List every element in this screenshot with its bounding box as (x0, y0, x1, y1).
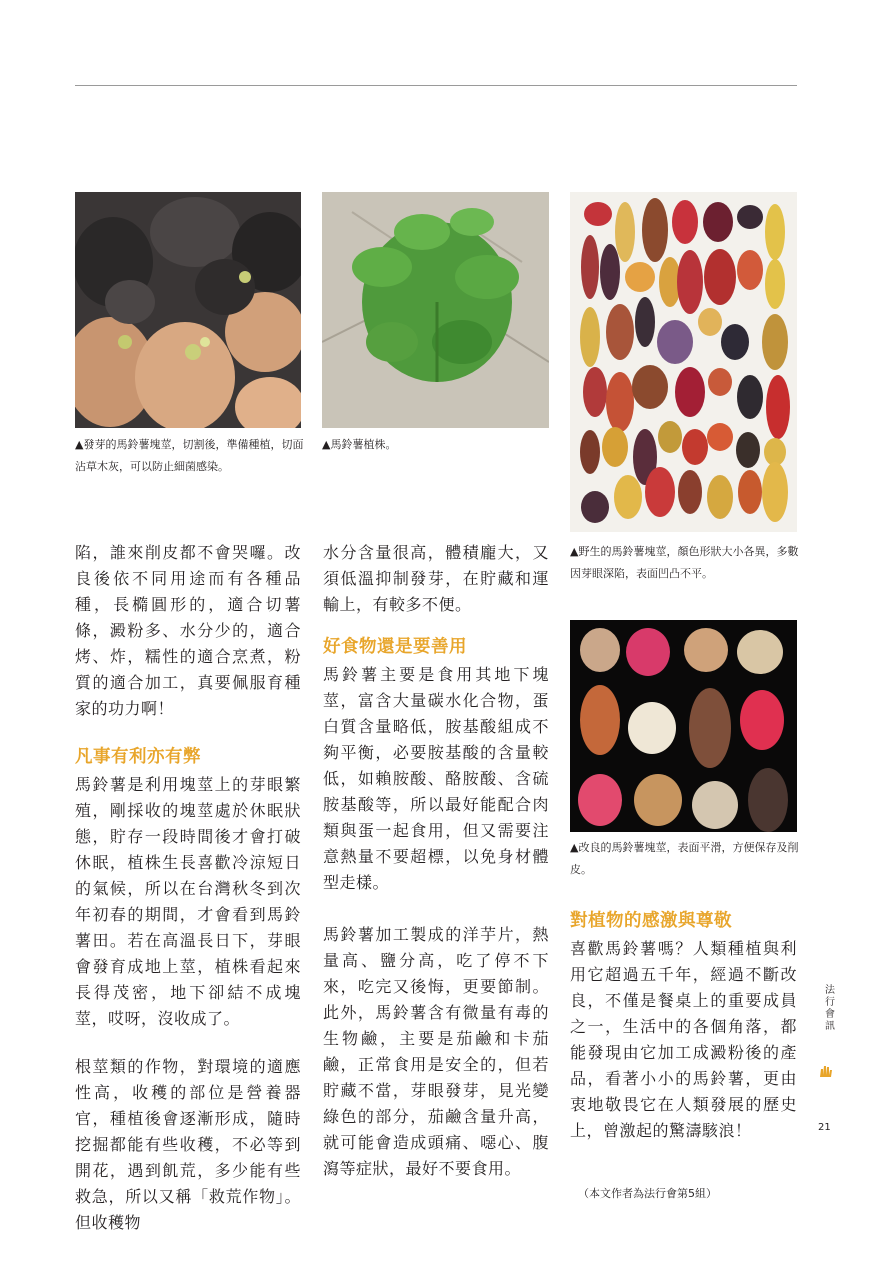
heading-good-food: 好食物還是要善用 (323, 637, 467, 657)
top-rule (75, 85, 797, 86)
page-number: 21 (818, 1122, 831, 1133)
sprouting-potatoes-caption: ▲發芽的馬鈴薯塊莖，切割後，準備種植，切面沾草木灰，可以防止細菌感染。 (75, 438, 304, 473)
col1-paragraph-1: 陷，誰來削皮都不會哭囉。改良後依不同用途而有各種品種，長橢圓形的，適合切薯條，澱粉多、水分少的，適合烤、炸，糯性的適合烹煮，粉質的適合加工，真要佩服育種家的功力啊！ (75, 543, 301, 718)
magazine-brand: 法行會訊 (825, 985, 835, 1032)
sprouting-potatoes-photo (75, 192, 301, 428)
col1-paragraph-3: 根莖類的作物，對環境的適應性高，收穫的部位是營養器官，種植後會逐漸形成，隨時挖掘都能有些收穫，不必等到開花，遇到飢荒，多少能有些救急，所以又稱「救荒作物」。但收穫物 (75, 1057, 301, 1232)
col3-paragraph-1: 喜歡馬鈴薯嗎？人類種植與利用它超過五千年，經過不斷改良，不僅是餐桌上的重要成員之一，生活中的各個角落，都能發現由它加工成澱粉後的產品，看著小小的馬鈴薯，更由衷地敬畏它在人類發展的歷史上，曾激起的驚濤駭浪！ (570, 939, 797, 1140)
wild-potatoes-caption: ▲野生的馬鈴薯塊莖，顏色形狀大小各異，多數因芽眼深陷，表面凹凸不平。 (570, 545, 799, 580)
col1-paragraph-2: 馬鈴薯是利用塊莖上的芽眼繁殖，剛採收的塊莖處於休眠狀態，貯存一段時間後才會打破休眠，植株生長喜歡冷涼短日的氣候，所以在台灣秋冬到次年初春的期間，才會看到馬鈴薯田。若在高溫長日下，芽眼會發育成地上莖，植株看起來長得茂密，地下卻結不成塊莖，哎呀，沒收成了。 (75, 775, 301, 1028)
heading-gratitude: 對植物的感激與尊敬 (570, 911, 732, 931)
hand-logo-icon (818, 1063, 834, 1079)
text-column-1 (75, 540, 301, 1236)
improved-potatoes-photo (570, 620, 797, 832)
wild-potatoes-photo (570, 192, 797, 532)
improved-potatoes-caption: ▲改良的馬鈴薯塊莖，表面平滑，方便保存及削皮。 (570, 841, 799, 876)
text-column-3 (570, 898, 797, 1144)
potato-plant-photo (322, 192, 549, 428)
col2-paragraph-2: 馬鈴薯主要是食用其地下塊莖，富含大量碳水化合物，蛋白質含量略低，胺基酸組成不夠平衡，必要胺基酸的含量較低，如賴胺酸、酪胺酸、含硫胺基酸等，所以最好能配合肉類與蛋一起食用，但又需要注意熱量不要超標，以免身材體型走樣。 (323, 665, 549, 892)
potato-plant-caption: ▲馬鈴薯植株。 (322, 438, 397, 451)
col2-paragraph-3: 馬鈴薯加工製成的洋芋片，熱量高、鹽分高，吃了停不下來，吃完又後悔，更要節制。此外，馬鈴薯含有微量有毒的生物鹼，主要是茄鹼和卡茄鹼，正常食用是安全的，但若貯藏不當，芽眼發芽，見光變綠色的部分，茄鹼含量升高，就可能會造成頭痛、噁心、腹瀉等症狀，最好不要食用。 (323, 925, 549, 1178)
heading-pros-and-cons: 凡事有利亦有弊 (75, 747, 201, 767)
col2-paragraph-1: 水分含量很高，體積龐大，又須低溫抑制發芽，在貯藏和運輸上，有較多不便。 (323, 543, 549, 614)
author-credit: （本文作者為法行會第5組） (578, 1187, 717, 1200)
text-column-2 (323, 540, 549, 1182)
